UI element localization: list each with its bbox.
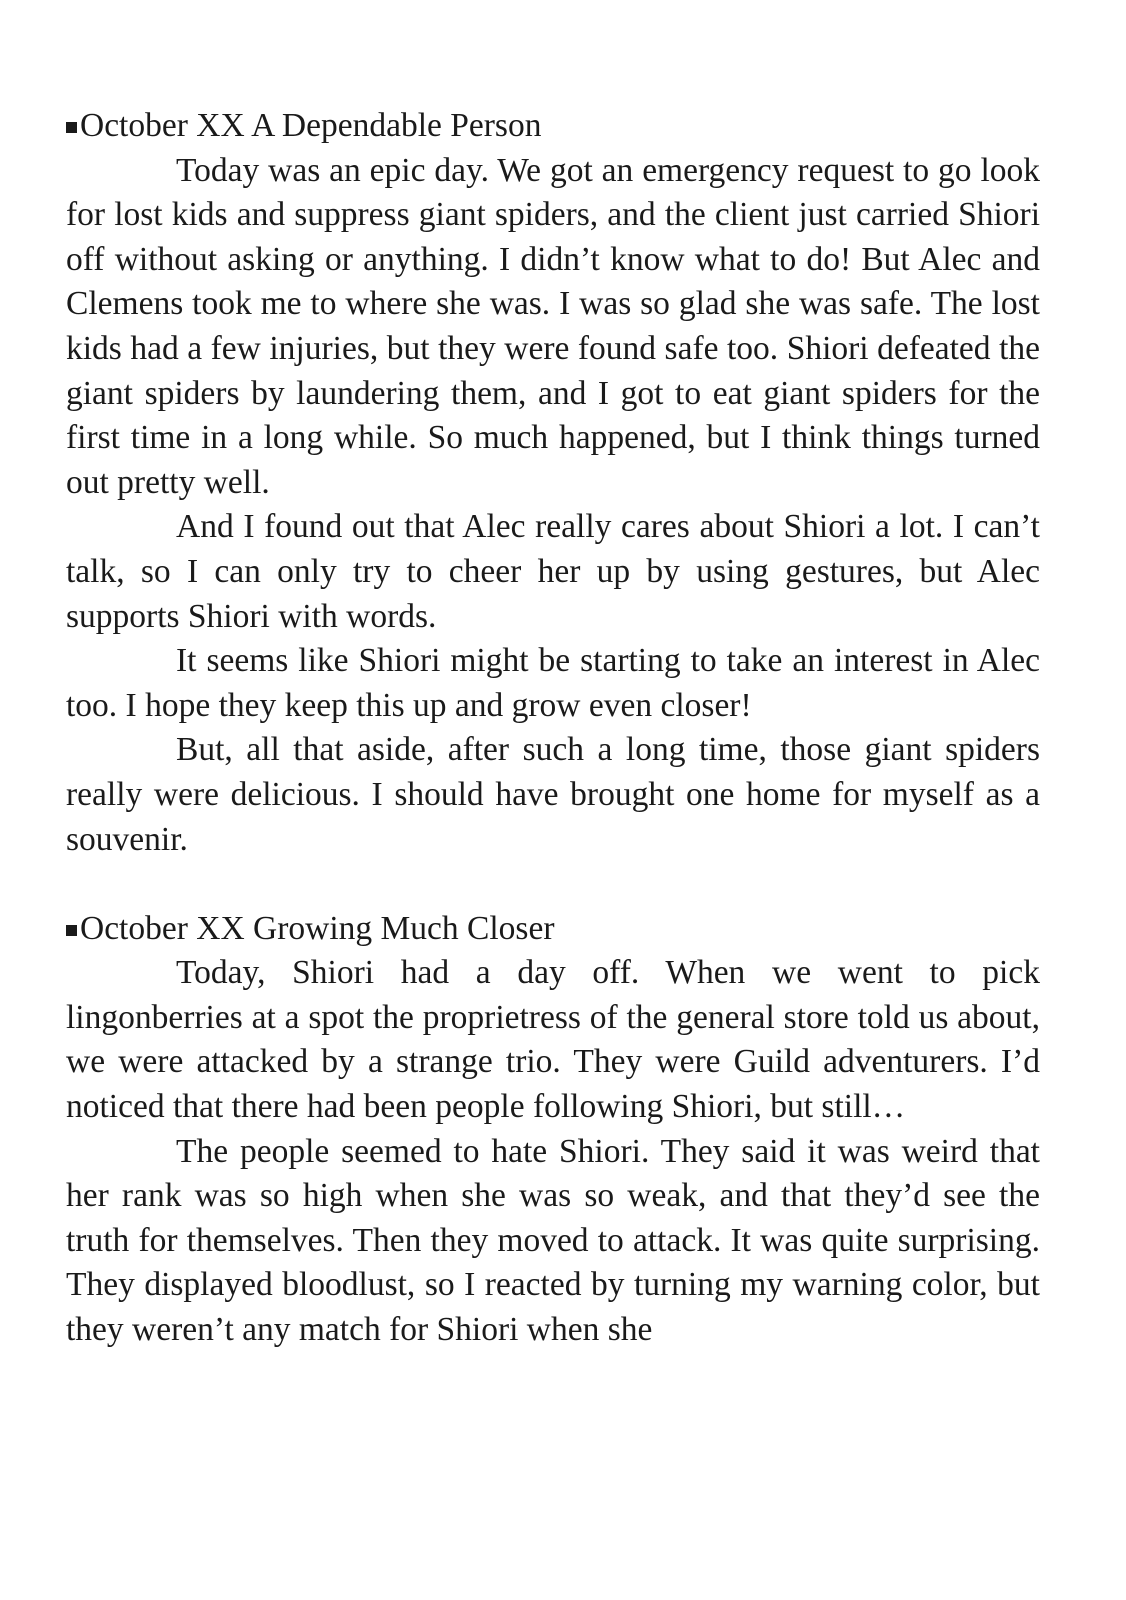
paragraph: The people seemed to hate Shiori. They said it was weird that her rank was so high when she was so weak, and that they’d see the truth for themselves. Then they moved to attack. It was quite surprising. They displayed bloodlust, so I reacted by turning my warning color, but they weren’t any match for Shiori when she xyxy=(66,1132,1040,1349)
paragraph: And I found out that Alec really cares about Shiori a lot. I can’t talk, so I can only try to cheer her up by using gestures, but Alec supports Shiori with words. xyxy=(66,508,1040,635)
diary-entry-1 xyxy=(66,104,1040,862)
paragraph: Today was an epic day. We got an emergency request to go look for lost kids and suppress giant spiders, and the client just carried Shiori off without asking or anything. I didn’t know what to do! But Alec and Clemens took me to where she was. I was so glad she was safe. The lost kids had a few injuries, but they were found safe too. Shiori defeated the giant spiders by laundering them, and I got to eat giant spiders for the first time in a long while. So much happened, but I think things turned out pretty well. xyxy=(66,151,1040,501)
entry-heading xyxy=(66,104,1040,149)
entry-spacer xyxy=(66,862,1040,907)
entry-heading xyxy=(66,907,1040,952)
entry-title: October XX Growing Much Closer xyxy=(80,909,555,947)
diary-entry-2 xyxy=(66,907,1040,1353)
paragraph: It seems like Shiori might be starting to take an interest in Alec too. I hope they keep this up and grow even closer! xyxy=(66,642,1040,724)
square-bullet-icon xyxy=(66,122,77,133)
square-bullet-icon xyxy=(66,925,77,936)
paragraph: Today, Shiori had a day off. When we went to pick lingonberries at a spot the proprietress of the general store told us about, we were attacked by a strange trio. They were Guild adventurers. I’d noticed that there had been people following Shiori, but still… xyxy=(66,954,1040,1126)
paragraph: But, all that aside, after such a long time, those giant spiders really were delicious. I should have brought one home for myself as a souvenir. xyxy=(66,731,1040,858)
document-page xyxy=(66,104,1040,1353)
entry-title: October XX A Dependable Person xyxy=(80,107,542,144)
